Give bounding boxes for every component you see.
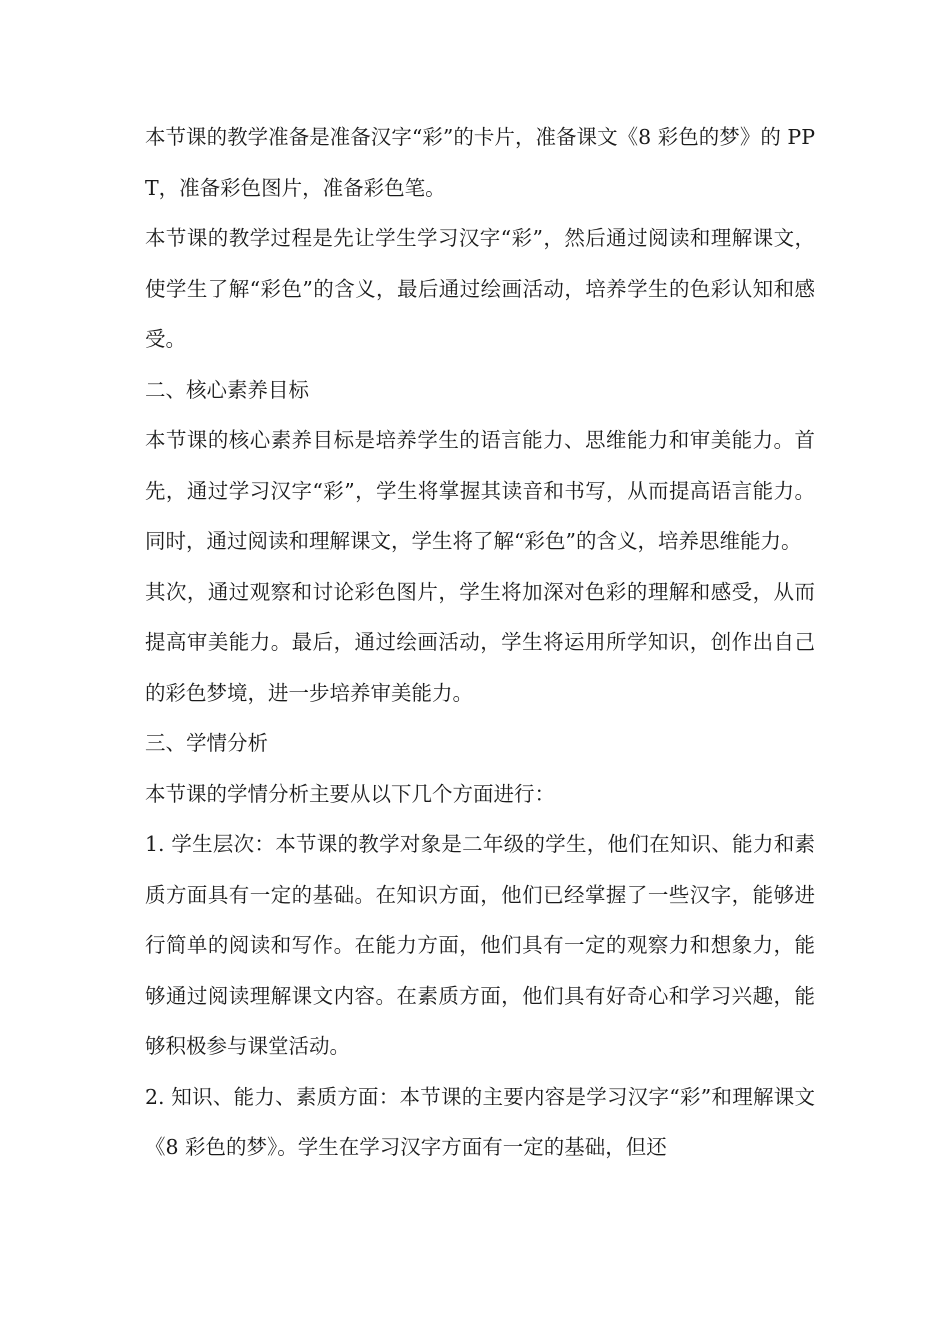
paragraph-student-level: 1. 学生层次：本节课的教学对象是二年级的学生，他们在知识、能力和素质方面具有一定的基础。在知识方面，他们已经掌握了一些汉字，能够进行简单的阅读和写作。在能力方面，他们具有一定的观察力和想象力，能够通过阅读理解课文内容。在素质方面，他们具有好奇心和学习兴趣，能够积极参与课堂活动。 xyxy=(145,832,815,1058)
paragraph-teaching-preparation: 本节课的教学准备是准备汉字“彩”的卡片，准备课文《8 彩色的梦》的 PPT，准备彩色图片，准备彩色笔。 xyxy=(145,125,815,200)
paragraph-analysis-intro: 本节课的学情分析主要从以下几个方面进行： xyxy=(145,781,555,806)
paragraph-knowledge-ability: 2. 知识、能力、素质方面：本节课的主要内容是学习汉字“彩”和理解课文《8 彩色的梦》。学生在学习汉字方面有一定的基础，但还 xyxy=(145,1084,815,1159)
section-heading-student-analysis: 三、学情分析 xyxy=(145,731,268,755)
document-body xyxy=(145,112,815,1173)
paragraph-core-goals-continued: 其次，通过观察和讨论彩色图片，学生将加深对色彩的理解和感受，从而提高审美能力。最后，通过绘画活动，学生将运用所学知识，创作出自己的彩色梦境，进一步培养审美能力。 xyxy=(145,579,815,705)
paragraph-core-goals: 本节课的核心素养目标是培养学生的语言能力、思维能力和审美能力。首先，通过学习汉字“彩”，学生将掌握其读音和书写，从而提高语言能力。同时，通过阅读和理解课文，学生将了解“彩色”的含义，培养思维能力。 xyxy=(145,428,815,553)
paragraph-teaching-process: 本节课的教学过程是先让学生学习汉字“彩”，然后通过阅读和理解课文，使学生了解“彩色”的含义，最后通过绘画活动，培养学生的色彩认知和感受。 xyxy=(145,226,815,351)
section-heading-core-goals: 二、核心素养目标 xyxy=(145,377,309,402)
